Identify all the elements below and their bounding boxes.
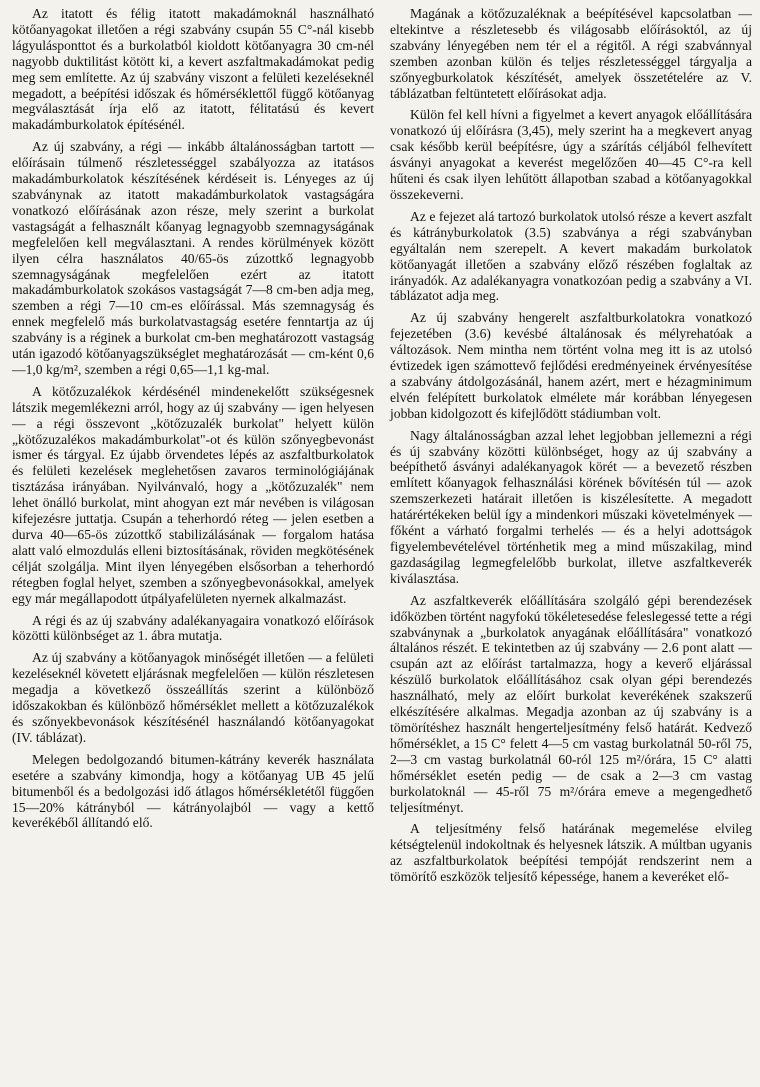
- paragraph: Az új szabvány a kötőanyagok minőségét illetően — a felületi kezeléseknél követett eljárásnak megfelelően — külön részletesen megadja a következő összeállítás szerint a különböző időszakokban és különböző hőmérséklet mellett a kötőzuzalékok és szőnyekbevonások készítésénél használandó kötőanyagokat (IV. táblázat).: [12, 650, 374, 745]
- paragraph: Magának a kötőzuzaléknak a beépítésével kapcsolatban — eltekintve a részletesebb és világosabb előírásoktól, az új szabvány lényegében nem tér el a régitől. A régi szabvánnyal szemben azonban külön és teljes részletességgel tárgyalja a szőnyegburkolatok készítését, amelyek összetételére az V. táblázatban feltüntetett előírásokat adja.: [390, 6, 752, 101]
- paragraph: A kötőzuzalékok kérdésénél mindenekelőtt szükségesnek látszik megemlékezni arról, hogy az új szabvány — igen helyesen — a régi összevont „kötőzuzalék burkolat" helyett külön „kötőzuzalékos makadámburkolat"-ot és külön szőnyegbevonást ismer és tárgyal. Ez újabb örvendetes lépés az aszfaltburkolatok és felületi kezelések meglehetősen zavaros terminológiájának tisztázása irányában. Nyilvánvaló, hogy a „kötőzuzalék" nem lehet önálló burkolat, mint ahogyan ezt már nevében is világosan kifejezésre juttatja. Csupán a teherhordó réteg — jelen esetben a durva 40—65-ös zúzottkő stabilizálásának — forgalom hatása alatt való elmozdulás elleni biztosításának, röviden megkötésének célját szolgálja. Mint ilyen lényegében elsősorban a teherhordó rétegben foglal helyet, szemben a szőnyegbevonásokkal, amelyek egy már megállapodott útpályafelületen nyernek alkalmazást.: [12, 383, 374, 606]
- paragraph: A teljesítmény felső határának megemelése elvileg kétségtelenül indokoltnak és helyesnek látszik. A múltban ugyanis az aszfaltburkolatok beépítési tempóját rendszerint nem a tömörítő eszközök teljesítő képessége, hanem a keveréket elő-: [390, 821, 752, 885]
- paragraph: Az itatott és félig itatott makadámoknál használható kötőanyagokat illetően a régi szabvány csupán 55 C°-nál kisebb lágyulásponttot és a burkolatból kioldott kötőanyagra 30 cm-nél nagyobb duktilitást kötött ki, a kevert aszfaltmakadámokat pedig meg sem említette. Az új szabvány viszont a felületi kezeléseknél megadott, a beépítési időszak és hőmérséklettől függő kötőanyag megválasztását írja elő az itatott, félitatású és kevert makadámburkolatok építésénél.: [12, 6, 374, 133]
- paragraph: Az e fejezet alá tartozó burkolatok utolsó része a kevert aszfalt és kátrányburkolatok (3.5) szabványa a régi szabványban egyáltalán nem szerepelt. A kevert makadám burkolatok kötőanyagát illetően a szabvány előző részében foglaltak az irányadók. Az adalékanyagra vonatkozóan pedig a szabvány a VI. táblázatot adja meg.: [390, 208, 752, 304]
- left-column: [12, 6, 374, 831]
- paragraph: Nagy általánosságban azzal lehet legjobban jellemezni a régi és új szabvány közötti különbséget, hogy az új szabvány a beépíthető ásványi adalékanyagok körét — a bevezető részben említett kőanyagok felhasználási körének bővítésén túl — azok szemszerkezeti határait illetően is kiszélesítette. A megadott határértékeken belül így a mindenkori műszaki követelmények — főként a várható forgalmi terhelés — és a helyi adottságok figyelembevételével történhetik meg a mind műszakilag, mind gazdaságilag legmegfelelőbb burkolat, illetve aszfaltkeverék kiválasztása.: [390, 427, 752, 586]
- paragraph: Az új szabvány hengerelt aszfaltburkolatokra vonatkozó fejezetében (3.6) kevésbé általánosak és mélyrehatóak a változások. Nem mintha nem történt volna meg itt is az utolsó évtizedek igen számottevő fejlődési eredményeinek érvényesítése a szabvány átdolgozásánál, hanem azért, mert e hézagminimum elvén felépített burkolatok elmélete már korábban lényegesen jobban kidolgozott és kifejlődött stádiumban volt.: [390, 310, 752, 421]
- paragraph: Melegen bedolgozandó bitumen-kátrány keverék használata esetére a szabvány kimondja, hogy a kötőanyag UB 45 jelű bitumenből és a bedolgozási idő átlagos hőmérsékletétől függően 15—20% kátrányból — kátrányolajból — vagy a kettő keverékéből állítandó elő.: [12, 751, 374, 831]
- paragraph: A régi és az új szabvány adalékanyagaira vonatkozó előírások közötti különbséget az 1. ábra mutatja.: [12, 612, 374, 644]
- paragraph: Az aszfaltkeverék előállítására szolgáló gépi berendezések időközben történt nagyfokú tökéletesedése feleslegessé tette a régi szabványnak a „burkolatok anyagának előállítására" vonatkozó általános részét. E tekintetben az új szabvány — 2.6 pont alatt — csupán azt az előírást tartalmazza, hogy a keverő eljárással készülő burkolatok előállításához csak olyan gépi berendezés használható, mely az előírt burkolat keverékének szakszerű elkészítésére alkalmas. Megadja azonban az új szabvány is a tömörítéshez használt hengerteljesítmény felső határát. Kedvező hőmérséklet, a 15 C° felett 4—5 cm vastag burkolatnál 50-ről 75, 2—3 cm vastag burkolatnál 60-ról 125 m²/órára, 15 C° alatti hőmérséklet esetén pedig — de csak a 2—3 cm vastag burkolatoknál — 45-ről 75 m²/órára emeve a megengedhető teljesítményt.: [390, 592, 752, 815]
- paragraph: Az új szabvány, a régi — inkább általánosságban tartott — előírásain túlmenő részletességgel szabályozza az itatásos makadámburkolatok készítésének kérdéseit is. Lényeges az új szabványnak az itatott makadámburkolatok vastagságára vonatkozó előírásának azon része, mely szerint a burkolat vastagságát a felhasznált kőanyag legnagyobb szemnagyságának megfelelően kell megválasztani. A rendes körülmények között ilyen célra használatos 40/65-ös zúzottkő legnagyobb szemnagyságának megfelelően ezért az itatott makadámburkolatok szokásos vastagságát 7—8 cm-ben adja meg, szemben a régi 7—10 cm-es előírással. Más szemnagyság és ennek megfelelő más burkolatvastagság esetére fenntartja az új szabvány is a réginek a burkolat cm-ben meghatározott vastagság után igazodó kötőanyagszükséglet meghatározását — cm-ként 0,6—1,0 kg/m², szemben a régi 0,65—1,1 kg-mal.: [12, 139, 374, 377]
- right-column: [390, 6, 752, 885]
- paragraph: Külön fel kell hívni a figyelmet a kevert anyagok előállítására vonatkozó új előírásra (3,45), mely szerint ha a megkevert anyag csak később kerül beépítésre, úgy a szárítás céljából felhevített ásványi anyagokat a keverést megelőzően 40—45 C°-ra kell hűteni és csak ilyen lehűtött állapotban szabad a kötőanyagokkal összekeverni.: [390, 107, 752, 202]
